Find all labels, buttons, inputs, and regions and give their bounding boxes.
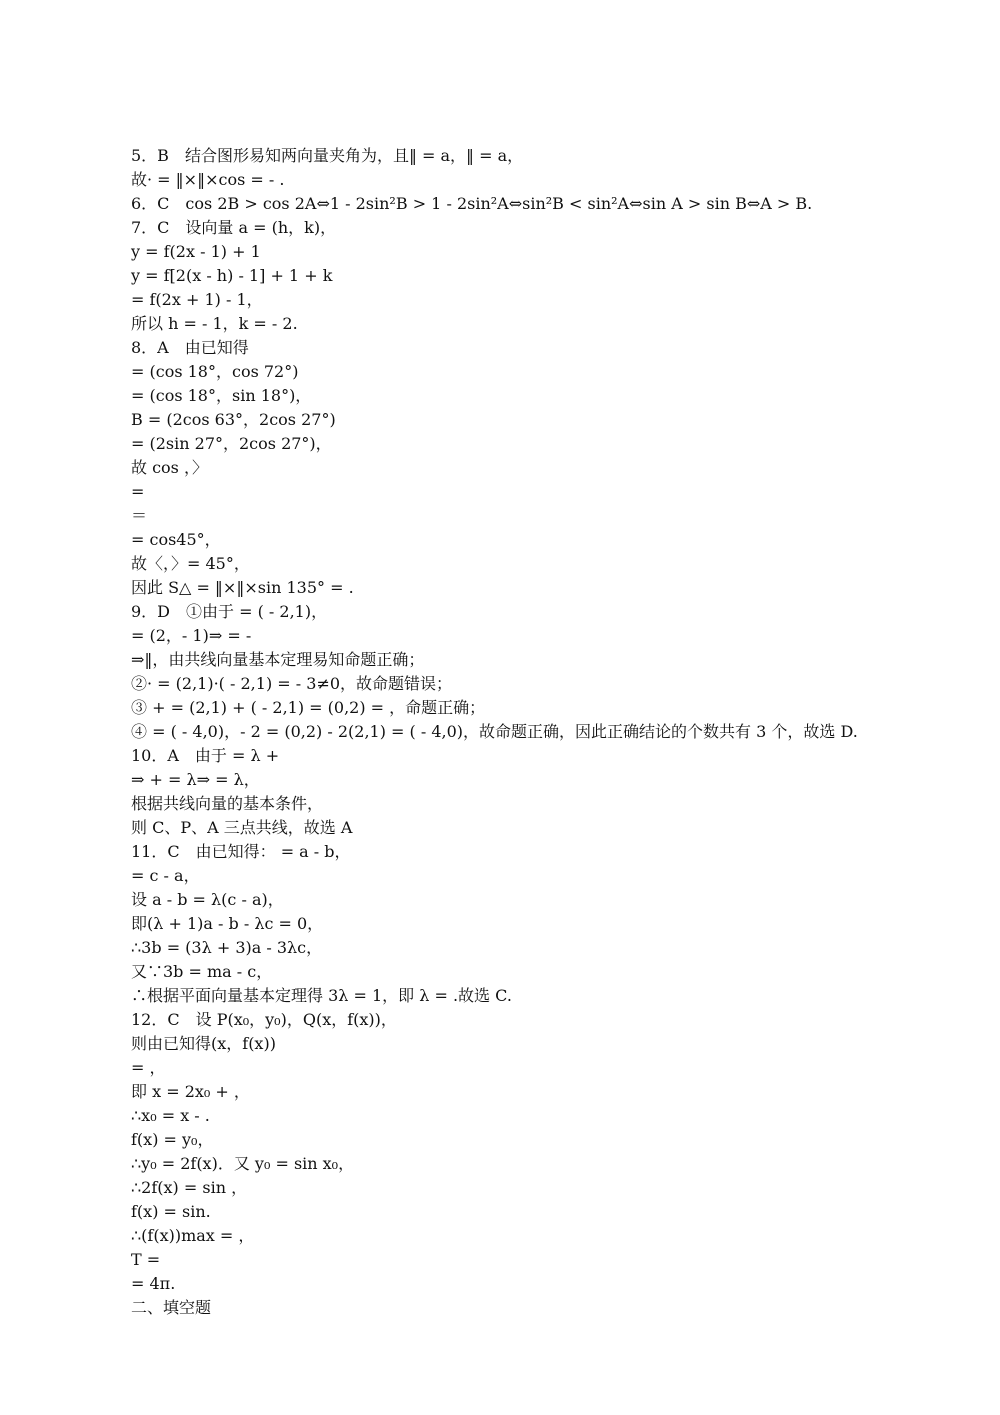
text-line: f(x) = sin. (131, 1202, 211, 1221)
text-line: ∴x₀ = x ‑ . (131, 1106, 210, 1125)
text-line: y = f[2(x ‑ h) ‑ 1] + 1 + k (131, 266, 333, 285)
text-line: T = (131, 1250, 161, 1269)
text-line: 10．A 由于 = λ + (131, 746, 280, 765)
text-line: ②· = (2,1)·( ‑ 2,1) = ‑ 3≠0，故命题错误； (131, 674, 453, 693)
text-line: 5．B 结合图形易知两向量夹角为，且‖ = a，‖ = a， (131, 146, 524, 165)
text-line: y = f(2x ‑ 1) + 1 (131, 242, 261, 261)
text-line: ∴根据平面向量基本定理得 3λ = 1，即 λ = .故选 C. (131, 986, 512, 1005)
text-line: 故〈，〉= 45°， (131, 554, 250, 573)
text-line: 则 C、P、A 三点共线，故选 A (131, 818, 353, 837)
text-line: 6．C cos 2B > cos 2A⇔1 ‑ 2sin²B > 1 ‑ 2sin²A⇔sin²B < sin²A⇔sin A > sin B⇔A > B. (131, 194, 813, 213)
text-line: = cos45°， (131, 530, 221, 549)
text-line: = (2sin 27°，2cos 27°)， (131, 434, 332, 453)
text-line: 即(λ + 1)a ‑ b ‑ λc = 0， (131, 914, 324, 933)
text-line: = f(2x + 1) ‑ 1， (131, 290, 263, 309)
text-line: 12．C 设 P(x₀，y₀)，Q(x，f(x))， (131, 1010, 397, 1029)
text-line: B = (2cos 63°，2cos 27°) (131, 410, 336, 429)
text-line: 设 a ‑ b = λ(c ‑ a)， (131, 890, 284, 909)
text-line: 9．D ①由于 = ( ‑ 2,1)， (131, 602, 328, 621)
text-line: ④ = ( ‑ 4,0)，‑ 2 = (0,2) ‑ 2(2,1) = ( ‑ 4,0)，故命题正确，因此正确结论的个数共有 3 个，故选 D. (131, 722, 858, 741)
text-line: f(x) = y₀， (131, 1130, 214, 1149)
text-line: 故 cos ，〉 (131, 458, 208, 477)
text-line: 故· = ‖×‖×cos = ‑ . (131, 170, 285, 189)
text-line: ∴(f(x))max = ， (131, 1226, 255, 1245)
text-line: ⇒‖，由共线向量基本定理易知命题正确； (131, 650, 425, 669)
text-line: 所以 h = ‑ 1，k = ‑ 2. (131, 314, 298, 333)
text-line: 则由已知得(x，f(x)) (131, 1034, 276, 1053)
text-line: ∴y₀ = 2f(x)．又 y₀ = sin x₀， (131, 1154, 355, 1173)
text-line: = (2，‑ 1)⇒ = ‑ (131, 626, 252, 645)
text-line: ∴2f(x) = sin ， (131, 1178, 248, 1197)
text-line: ③ + = (2,1) + ( ‑ 2,1) = (0,2) = ，命题正确； (131, 698, 486, 717)
text-line: = ， (131, 1058, 166, 1077)
text-line: 7．C 设向量 a = (h，k)， (131, 218, 337, 237)
text-line: 11．C 由已知得： = a ‑ b， (131, 842, 351, 861)
text-line: = c ‑ a， (131, 866, 200, 885)
text-line: 8．A 由已知得 (131, 338, 249, 357)
section-heading: 二、填空题 (131, 1298, 212, 1317)
text-line: ⇒ + = λ⇒ = λ， (131, 770, 260, 789)
text-line: = 4π. (131, 1274, 176, 1293)
text-line: 根据共线向量的基本条件， (131, 794, 324, 813)
text-line: = (cos 18°，cos 72°) (131, 362, 299, 381)
text-line: ＝ (131, 506, 148, 525)
text-line: ∴3b = (3λ + 3)a ‑ 3λc， (131, 938, 323, 957)
text-line: = (cos 18°，sin 18°)， (131, 386, 312, 405)
text-line: 即 x = 2x₀ + ， (131, 1082, 250, 1101)
text-line: = (131, 482, 145, 501)
text-line: 又∵3b = ma ‑ c， (131, 962, 273, 981)
text-line: 因此 S△ = ‖×‖×sin 135° = . (131, 578, 354, 597)
